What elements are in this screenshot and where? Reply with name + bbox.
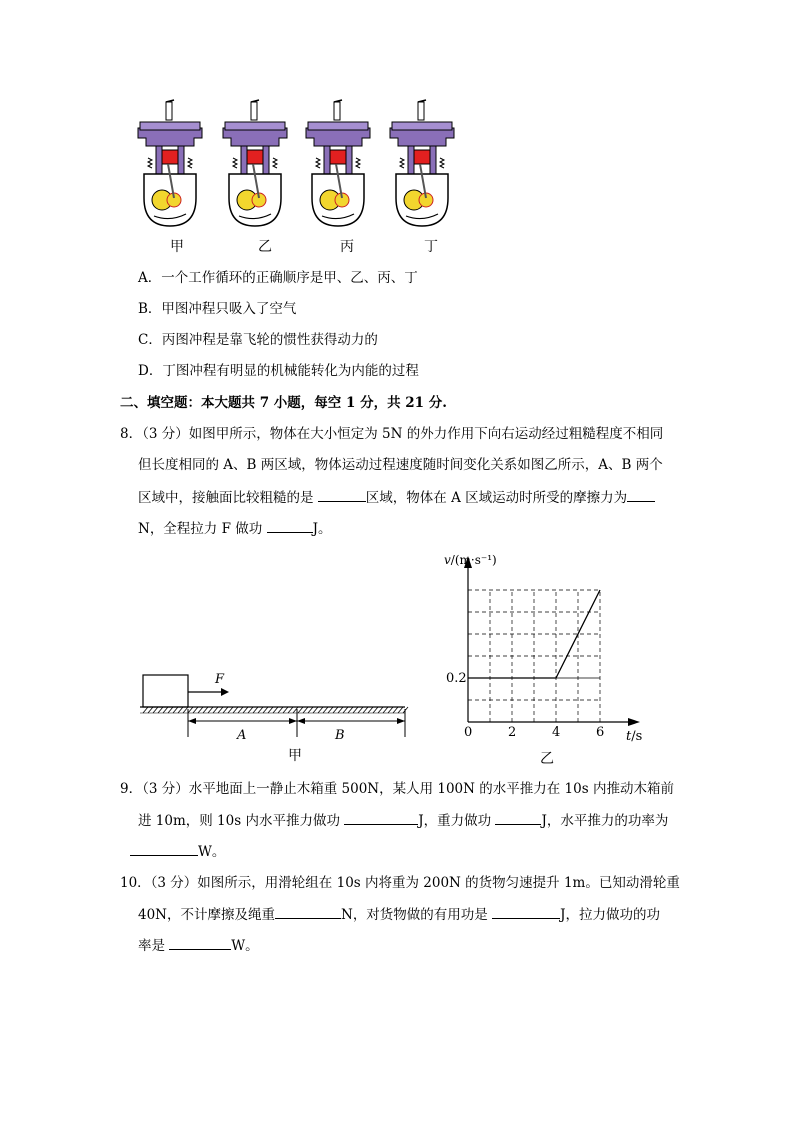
surface-hatch	[378, 707, 383, 713]
x-tick-label-2: 2	[508, 725, 517, 740]
surface-hatch	[238, 707, 243, 713]
q9-line3-text: W。	[198, 844, 226, 860]
x-axis-label: t/s	[626, 729, 643, 744]
q9-line2-a: 进 10m，则 10s 内水平推力做功	[138, 813, 340, 829]
q8-line1: 8．（3 分）如图甲所示，物体在大小恒定为 5N 的外力作用下向右运动经过粗糙程度不相同	[120, 426, 664, 442]
block	[143, 675, 188, 707]
surface-hatch	[398, 707, 403, 713]
surface-hatch	[273, 707, 278, 713]
surface-hatch	[213, 707, 218, 713]
q10-line2-c: J，拉力做功的功	[560, 907, 661, 923]
surface-hatch	[383, 707, 388, 713]
surface-hatch	[223, 707, 228, 713]
surface-hatch	[323, 707, 328, 713]
q8-line3	[138, 487, 655, 508]
q8-line3-a: 区域中，接触面比较粗糙的是	[138, 490, 314, 506]
engine-strokes-figure	[130, 98, 480, 233]
surface-hatch	[353, 707, 358, 713]
region-a-label: A	[237, 728, 247, 743]
q9-line1: 9．（3 分）水平地面上一静止木箱重 500N，某人用 100N 的水平推力在 10s 内推动木箱前	[120, 781, 674, 797]
q10-blank-3[interactable]	[169, 935, 231, 950]
surface-hatch	[358, 707, 363, 713]
figure-jia	[135, 665, 415, 775]
option-d: D．丁图冲程有明显的机械能转化为内能的过程	[138, 363, 419, 379]
engine-label-jia: 甲	[170, 239, 184, 255]
q9-line2-b: J，重力做功	[418, 813, 492, 829]
surface-hatch	[218, 707, 223, 713]
q10-line3-a: 率是	[138, 938, 165, 954]
surface-hatch	[168, 707, 173, 713]
q10-line3-b: W。	[231, 938, 259, 954]
q8-blank-1[interactable]	[318, 487, 366, 502]
q10-line2-b: N，对货物做的有用功是	[341, 907, 488, 923]
origin-label: 0	[464, 725, 473, 740]
surface-hatch	[248, 707, 253, 713]
surface-hatch	[278, 707, 283, 713]
surface-hatch	[268, 707, 273, 713]
option-c: C．丙图冲程是靠飞轮的惯性获得动力的	[138, 332, 378, 348]
q9-blank-2[interactable]	[495, 810, 541, 825]
figure-yi-caption: 乙	[540, 751, 554, 767]
surface-hatch	[183, 707, 188, 713]
section-heading: 二、填空题：本大题共 7 小题，每空 1 分，共 21 分.	[120, 395, 447, 411]
q8-line2: 但长度相同的 A、B 两区域，物体运动过程速度随时间变化关系如图乙所示，A、B 两个	[138, 457, 663, 473]
x-tick-label-4: 4	[552, 725, 561, 740]
surface-hatch	[288, 707, 293, 713]
surface-hatch	[258, 707, 263, 713]
surface-hatch	[163, 707, 168, 713]
q9-line3	[130, 841, 225, 862]
surface-hatch	[308, 707, 313, 713]
surface-hatch	[173, 707, 178, 713]
surface-hatch	[313, 707, 318, 713]
surface-hatch	[153, 707, 158, 713]
surface-hatch	[373, 707, 378, 713]
q8-line4-b: J。	[312, 521, 332, 537]
y-tick-label-0.2: 0.2	[446, 671, 467, 686]
surface-hatch	[388, 707, 393, 713]
surface-hatch	[333, 707, 338, 713]
surface-hatch	[263, 707, 268, 713]
surface-hatch	[233, 707, 238, 713]
surface-hatch	[318, 707, 323, 713]
engine-label-yi: 乙	[258, 239, 272, 255]
surface-hatch	[363, 707, 368, 713]
q10-blank-1[interactable]	[275, 904, 341, 919]
q9-line2-c: J，水平推力的功率为	[541, 813, 669, 829]
surface-hatch	[193, 707, 198, 713]
q8-line4	[138, 518, 331, 539]
force-label: F	[215, 672, 225, 687]
surface-hatch	[283, 707, 288, 713]
surface-hatch	[158, 707, 163, 713]
q10-line2	[138, 904, 660, 925]
region-b-label: B	[335, 728, 345, 743]
surface-hatch	[243, 707, 248, 713]
surface-hatch	[143, 707, 148, 713]
q10-line3	[138, 935, 259, 956]
surface-hatch	[253, 707, 258, 713]
x-tick-label-6: 6	[596, 725, 605, 740]
q9-blank-3[interactable]	[130, 841, 198, 856]
surface-hatch	[343, 707, 348, 713]
q10-blank-2[interactable]	[492, 904, 560, 919]
surface-hatch	[328, 707, 333, 713]
figure-yi-chart	[440, 548, 655, 773]
surface-hatch	[228, 707, 233, 713]
surface-hatch	[338, 707, 343, 713]
surface-hatch	[198, 707, 203, 713]
q10-line2-a: 40N，不计摩擦及绳重	[138, 907, 275, 923]
surface-hatch	[208, 707, 213, 713]
option-b: B．甲图冲程只吸入了空气	[138, 301, 297, 317]
surface-hatch	[188, 707, 193, 713]
q10-line1: 10．（3 分）如图所示，用滑轮组在 10s 内将重为 200N 的货物匀速提升 1m。已知动滑轮重	[120, 875, 680, 891]
surface-hatch	[393, 707, 398, 713]
surface-hatch	[298, 707, 303, 713]
y-axis-label: v/(m·s⁻¹)	[444, 553, 497, 567]
q9-blank-1[interactable]	[344, 810, 418, 825]
surface-hatch	[178, 707, 183, 713]
surface-hatch	[203, 707, 208, 713]
engine-label-bing: 丙	[340, 239, 354, 255]
q8-blank-2[interactable]	[627, 487, 655, 502]
surface-hatch	[368, 707, 373, 713]
surface-hatch	[148, 707, 153, 713]
option-a: A．一个工作循环的正确顺序是甲、乙、丙、丁	[138, 270, 418, 286]
q9-line2	[138, 810, 668, 831]
surface-hatch	[348, 707, 353, 713]
surface-hatch	[303, 707, 308, 713]
q8-blank-3[interactable]	[267, 518, 313, 533]
figure-jia-caption: 甲	[288, 748, 302, 764]
engine-label-ding: 丁	[424, 239, 438, 255]
q8-line4-a: N，全程拉力 F 做功	[138, 521, 263, 537]
q8-line3-b: 区域，物体在 A 区域运动时所受的摩擦力为	[365, 490, 628, 506]
